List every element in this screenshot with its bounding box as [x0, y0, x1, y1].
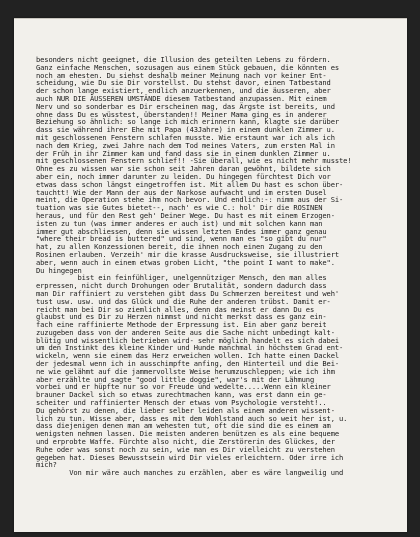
text-line: auch NUR DIE ÄUSSEREN UMSTÄNDE diesem Tatbestand anzupassen. Mit einem	[36, 93, 327, 103]
text-line: besonders nicht geeignet, die Illusion des geteilten Lebens zu fördern.	[36, 55, 331, 64]
text-line: Du gehörst zu denen, die lieber selber leiden als einem anderen wissent-	[36, 405, 335, 415]
text-line: aber ein, noch immer darunter zu leiden. Du hingegen fürchtest Dich vor	[36, 171, 331, 181]
text-line: ne wie gelähmt auf die jammervollste Weise herumzuschleppen; wie ich ihm	[36, 366, 335, 376]
text-line: Beziehung so ähnlich: so lange ich mich erinnern kann, klagte sie darüber	[36, 117, 340, 127]
text-line: tuation was sie Gutes bietet--, nach' es wie C.: hol' Dir die ROSINEN	[36, 203, 323, 213]
text-line: hat, zu allen Konzessionen bereit, die ihnen noch einen Zugang zu den	[36, 242, 323, 252]
text-line: der Früh in ihr Zimmer kam und fand dass sie in einem dunklen Zimmer u.	[36, 148, 331, 158]
text-line: gegeben hat. Dieses Bewusstsein wird Dir vieles erleichtern. Oder irre ich	[36, 452, 344, 462]
text-line: Du hingegen	[36, 265, 82, 275]
text-line: meint, die Operation stehe ihm noch bevor. Und endlich:-: nimm aus der Si-	[36, 195, 344, 205]
text-line: aber erzählte und sagte "good little doggie", war's mit der Lähmung	[36, 374, 315, 384]
page-edge	[14, 18, 407, 19]
text-line: ohne dass Du es wüsstest, überstanden!! Meiner Mama ging es in anderer	[36, 109, 327, 119]
text-line: der schon lange existiert, endlich anzuerkennen, und die äusseren, aber	[36, 86, 331, 96]
document-page	[14, 18, 407, 532]
text-line: Ohne es zu wissen war sie schon seit Jahren daran gewöhnt, bildete sich	[36, 164, 331, 174]
text-line: fach eine raffinierte Methode der Erpressung ist. Ein aber ganz bereit	[36, 320, 327, 330]
text-line: zuzugeben dass von der anderen Seite aus die Sache nicht unbedingt kalt-	[36, 327, 335, 337]
text-line: heraus, und für den Rest geh' Deiner Wege. Du hast es mit einem Erzogen-	[36, 210, 335, 220]
text-line: aber, wenn auch in einem etwas groben Licht, "the point I want to make".	[36, 257, 335, 267]
text-line: erpressen, nicht durch Drohungen oder Brutalität, sondern dadurch dass	[36, 281, 327, 291]
text-line: mich?	[36, 460, 57, 470]
text-line: mit geschlossenen Fenstern schlafen musste. Wie erstaunt war ich als ich	[36, 132, 335, 142]
text-line: um den Instinkt des kleine Kinder und Hunde manchmal in höchstem Grad ent-	[36, 343, 344, 353]
text-line: dass sie während ihrer Ehe mit Papa (43Jahre) in einem dunklen Zimmer u.	[36, 125, 335, 135]
text-line: Nerv und so sonderbar es Dir erscheinen mag, das Ärgste ist bereits, und	[36, 101, 335, 111]
text-line: glaubst und es Dir zu Herzen nimmst und nicht merkst dass es ganz ein-	[36, 312, 327, 322]
text-line: der jedesmal wenn ich in ausschimpfte anfing, den Hinterteil und die Bei-	[36, 359, 340, 369]
text-line: dass diejenigen denen man am wehesten tut, oft die sind die es einem am	[36, 421, 331, 431]
text-line: man Dir raffiniert zu verstehen gibt dass Du Schmerzen bereitest und weh'	[36, 288, 340, 298]
text-line: mit geschlossenen Fenstern schlief!! -Sie überall, wie es nicht mehr musste!	[36, 156, 352, 166]
text-line: blütig und wissentlich betrieben wird- sehr möglich handelt es sich dabei	[36, 335, 340, 345]
text-line: brauner Dackel sich so etwas zurechtmachen kann, was erst dann ein ge-	[36, 390, 327, 400]
text-line: lich zu tun. Wisse aber, dass es mit dem Wohlstand auch so weit her ist, u.	[36, 413, 348, 423]
text-line: noch am ehesten. Du siehst deshalb meiner Meinung nach vor keiner Ent-	[36, 70, 327, 80]
text-line: Ruhe oder was sonst noch zu sein, wie man es Dir vielleicht zu verstehen	[36, 444, 335, 454]
text-line: immer gut abschliessen, denn sie wissen letzten Endes immer ganz genau	[36, 226, 327, 236]
text-line: wickeln, wenn sie einem das Herz erweichen wollen. Ich hatte einen Dackel	[36, 351, 340, 361]
text-line: reicht man bei Dir so ziemlich alles, denn das meinst er dann Du es	[36, 304, 315, 314]
text-line: scheidung, wie Du sie Dir vorstellst. Du stehst davor, einen Tatbestand	[36, 78, 331, 88]
text-line: scheiter und raffinierter Mensch der etwas vom Psychologie versteht!..	[36, 398, 327, 408]
text-line: etwas dass schon längst eingetroffen ist. Mit allem Du hast es schon über-	[36, 179, 344, 189]
text-line: Rosinen erlauben. Verzeih' mir die krasse Ausdrucksweise, sie illustriert	[36, 249, 340, 259]
text-line: tust usw. usw. und das Glück und die Ruhe der anderen trübst. Damit er-	[36, 296, 331, 306]
text-line: bist ein feinfühliger, unelgennütziger Mensch, den man alles	[36, 273, 327, 283]
text-line: und erprobte Waffe. Fürchte also nicht, die Zerstörerin des Glückes, der	[36, 437, 335, 447]
text-line: Ganz einfache Menschen, sozusagen aus einem Stück gebauen, die könnten es	[36, 62, 340, 72]
text-line: wenigsten nehmen lassen. Die meisten anderen benützen es als eine bequeme	[36, 429, 340, 439]
text-line: nach dem Krieg, zwei Jahre nach dem Tod meines Vaters, zum ersten Mal in	[36, 140, 335, 150]
text-line: isten zu tun (was immer anderes er auch ist) und mit solchen kann man	[36, 218, 323, 228]
text-line: vorbei und er hüpfte nur so vor Freude und wedelte.....Wenn ein kleiner	[36, 382, 331, 392]
text-line: "where their bread is buttered" und sind, wenn man es "so gibt du nur"	[36, 234, 327, 244]
text-line: Von mir wäre auch manches zu erzählen, aber es wäre langweilig und	[36, 468, 344, 478]
letter-text	[36, 56, 388, 477]
text-line: tauchtt! Wie der Mann der aus der Narkose aufwacht und im ersten Dusel	[36, 187, 327, 197]
